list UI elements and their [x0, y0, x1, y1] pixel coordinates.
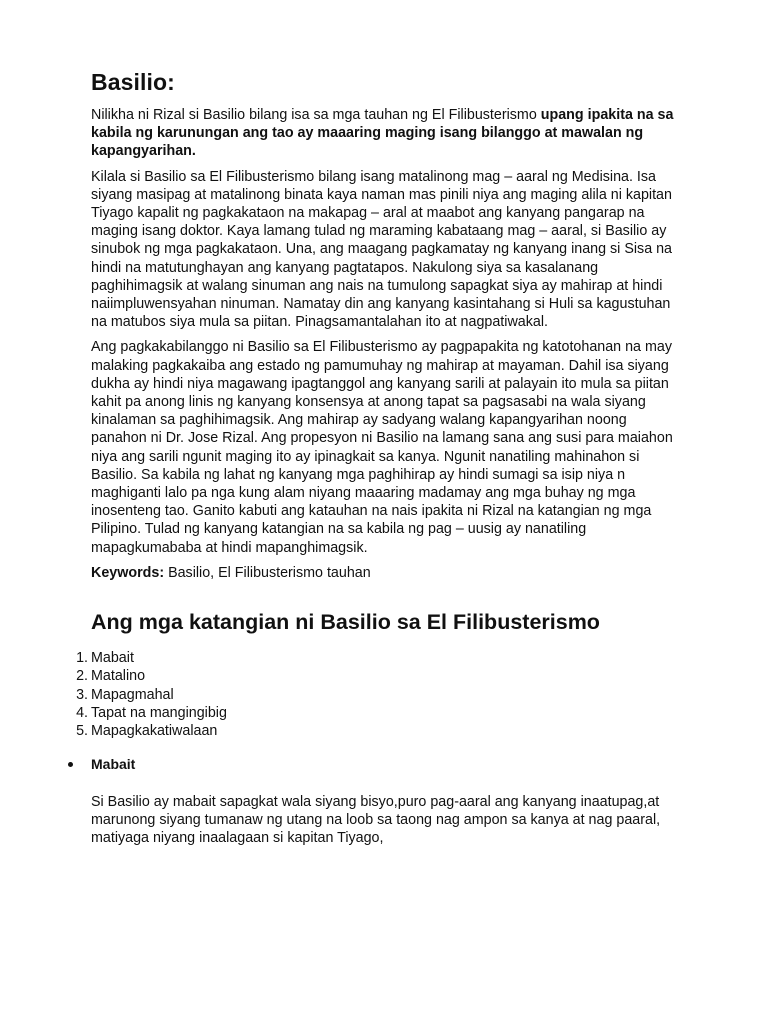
list-item-number: 4.	[76, 704, 88, 721]
document-title: Basilio:	[91, 69, 175, 95]
list-item	[76, 722, 683, 740]
bullet-dot-icon	[68, 762, 73, 767]
list-item	[76, 667, 683, 685]
list-item-label: Matalino	[91, 668, 146, 685]
list-item-number: 3.	[76, 686, 88, 703]
list-item-label: Mapagmahal	[91, 686, 174, 703]
intro-paragraph	[91, 106, 683, 161]
keywords-label: Keywords:	[91, 564, 165, 581]
list-item	[76, 649, 683, 667]
list-item-label: Tapat na mangingibig	[91, 704, 227, 721]
document-page	[76, 64, 683, 847]
description-paragraph: Kilala si Basilio sa El Filibusterismo bilang isang matalinong mag – aaral ng Medisina. Isa siyang masipag at matalinong binata kaya naman mas pinili niya ang maging alila ni kapitan Tiyago kapalit ng pagkakataon na makapag – aral at maabot ang kanyang pangarap na maging isang doktor. Kaya lamang tulad ng maraming kabataang mag – aaral, si Basilio ay sinubok ng mga pagkakataon. Una, ang maagang pagkamatay ng kanyang inang si Sisa na hindi na matutunghayan ang kanyang pagtatapos. Nakulong siya sa kasalanang paghihimagsik at walang sinuman ang nais na tumulong sapagkat siya ay mahirap at hindi naiimpluwensyahan ninuman. Namatay din ang kanyang kasintahang si Huli sa kagustuhan na matubos siya mula sa piitan. Pinagsamantalahan ito at nagpatiwakal.	[91, 168, 673, 331]
list-item-number: 2.	[76, 668, 88, 685]
keywords-line	[91, 564, 683, 582]
bullet-heading	[91, 755, 683, 773]
mabait-paragraph: Si Basilio ay mabait sapagkat wala siyang bisyo,puro pag-aaral ang kanyang inaatupag,at marunong siyang tumanaw ng utang na loob sa taong nag ampon sa kanya at nag paaral, matiyaga niyang inaalagaan si kapitan Tiyago,	[91, 793, 661, 846]
keywords-value: Basilio, El Filibusterismo tauhan	[164, 564, 371, 581]
list-item-number: 1.	[76, 650, 88, 667]
bullet-heading-label: Mabait	[91, 755, 136, 772]
traits-list	[76, 649, 683, 740]
intro-text: Nilikha ni Rizal si Basilio bilang isa sa mga tauhan ng El Filibusterismo	[91, 107, 541, 123]
list-item-label: Mabait	[91, 650, 134, 667]
list-item-number: 5.	[76, 723, 88, 740]
section-heading: Ang mga katangian ni Basilio sa El Filibusterismo	[91, 610, 600, 635]
analysis-paragraph: Ang pagkakabilanggo ni Basilio sa El Filibusterismo ay pagpapakita ng katotohanan na may malaking pagkakaiba ang estado ng pamumuhay ng mahirap at mayaman. Dahil isa siyang dukha ay hindi niya magawang ipagtanggol ang kanyang sarili at palayain ito mula sa piitan kahit pa anong linis ng kanyang konsensya at anong tapat sa pagsasabi na wala siyang kinalaman sa paghihimagsik. Ang mahirap ay sadyang walang kapangyarihan noong panahon ni Dr. Jose Rizal. Ang propesyon ni Basilio na lamang sana ang susi para maiahon niya ang sarili ngunit maging ito ay ipinagkait sa kanya. Ngunit nanatiling mahinahon si Basilio. Sa kabila ng lahat ng kanyang mga paghihirap ay hindi sumagi sa isip niya n maghiganti lalo pa nga kung alam niyang maaaring madamay ang mga buhay ng mga inosenteng tao. Ganito kabuti ang katauhan na nais ipakita ni Rizal na katangian ng mga Pilipino. Tulad ng kanyang katangian na sa kabila ng pag – uusig ay nanatiling mapagkumababa at hindi mapanghimagsik.	[91, 339, 673, 556]
list-item-label: Mapagkakatiwalaan	[91, 723, 218, 740]
intro-bold-text: upang ipakita na sa kabila ng karunungan ang tao ay maaaring maging isang bilanggo at mawalan ng kapangyarihan.	[91, 107, 674, 160]
list-item	[76, 704, 683, 722]
list-item	[76, 686, 683, 704]
